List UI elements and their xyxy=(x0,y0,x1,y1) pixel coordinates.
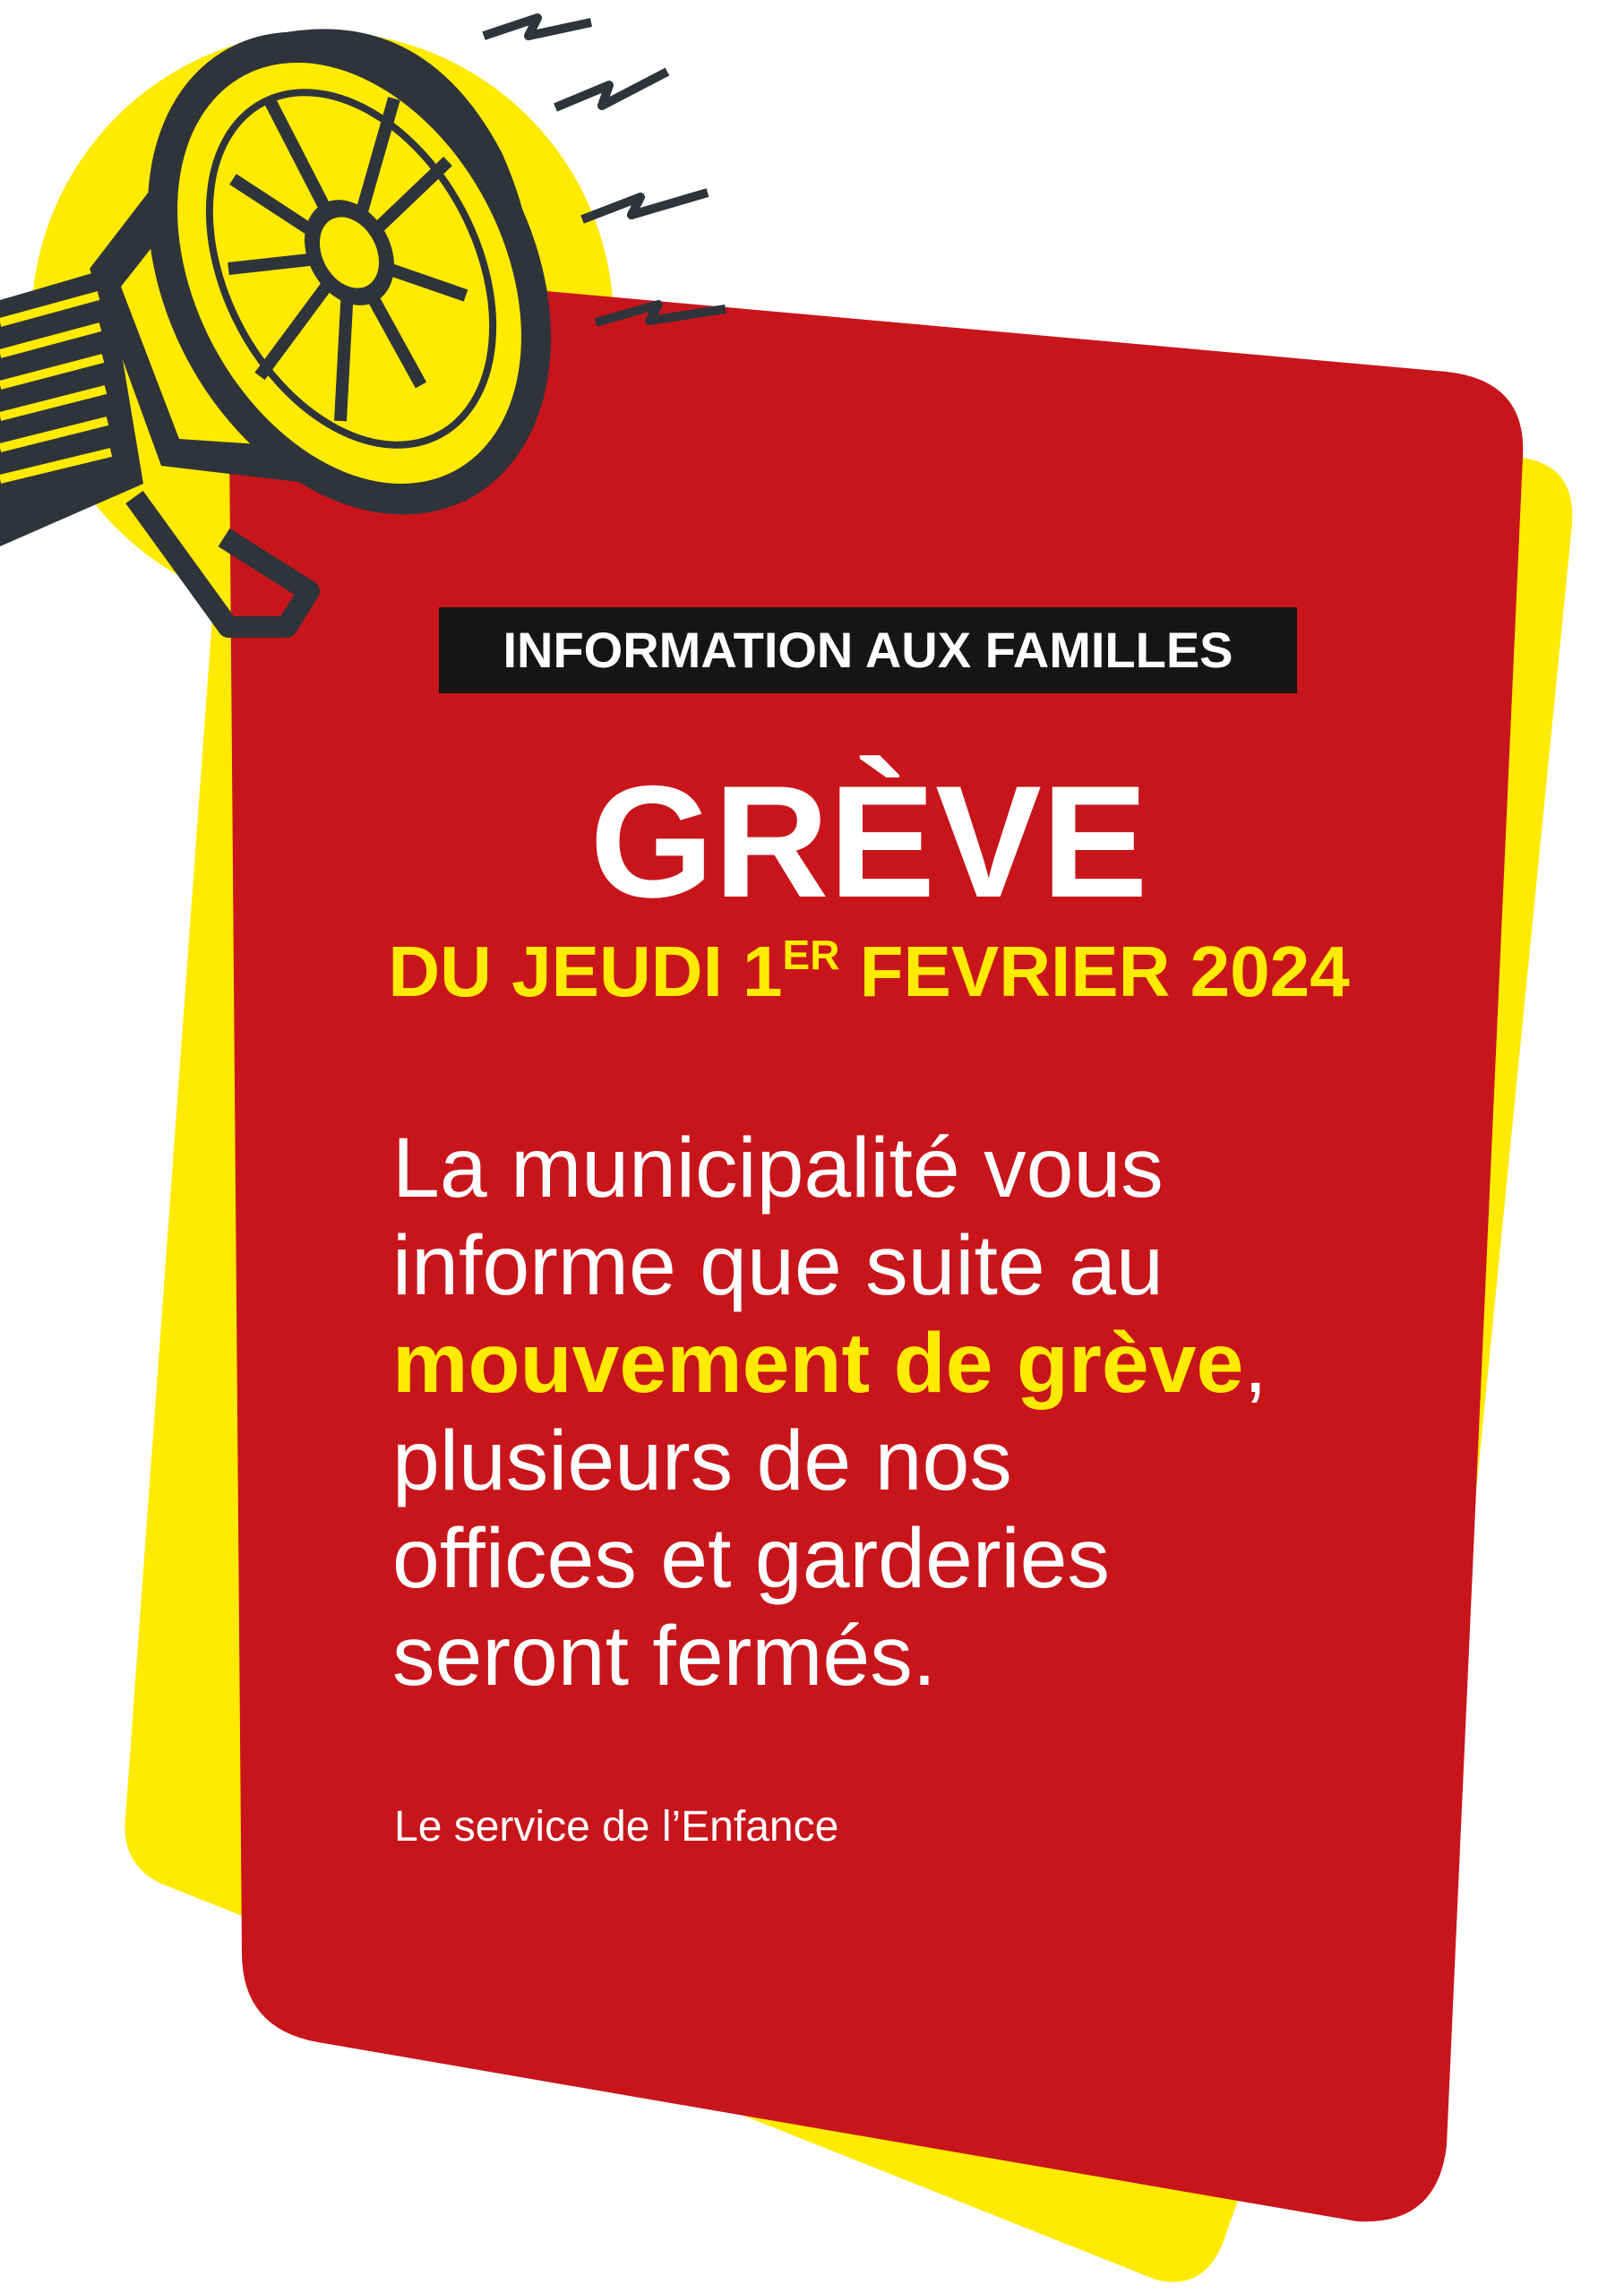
body-line-3 xyxy=(392,1315,1449,1413)
body-line-1: La municipalité vous xyxy=(392,1121,1164,1215)
strike-title: GRÈVE xyxy=(589,752,1148,931)
date-text-before: DU JEUDI 1 xyxy=(388,932,783,1011)
signature: Le service de l’Enfance xyxy=(394,1803,839,1851)
date-superscript: ER xyxy=(782,932,840,978)
body-line-5: offices et garderies xyxy=(392,1511,1110,1606)
strike-date xyxy=(269,927,1469,1017)
body-line-6: seront fermés. xyxy=(392,1609,937,1704)
kicker-label: INFORMATION AUX FAMILLES xyxy=(439,607,1297,693)
body-line-2: informe que suite au xyxy=(392,1218,1164,1313)
announcement-body xyxy=(392,1120,1449,1705)
body-line-4: plusieurs de nos xyxy=(392,1413,1012,1508)
body-highlight: mouvement de grève xyxy=(392,1316,1244,1411)
date-text-after: FEVRIER 2024 xyxy=(839,932,1350,1011)
body-highlight-punct: , xyxy=(1243,1316,1267,1411)
